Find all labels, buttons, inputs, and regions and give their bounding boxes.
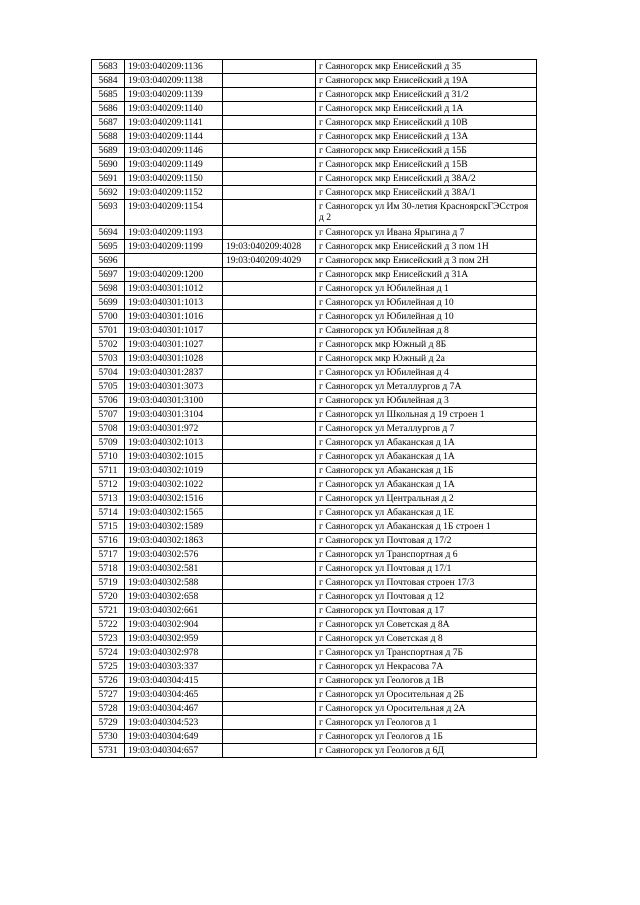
address-cell: г Саяногорск мкр Енисейский д 3 пом 2Н: [316, 254, 537, 268]
related-cadastral-number-cell: [223, 492, 316, 506]
cadastral-number-cell: 19:03:040209:1200: [125, 268, 223, 282]
related-cadastral-number-cell: 19:03:040209:4029: [223, 254, 316, 268]
table-row: [92, 646, 537, 660]
row-number-cell: 5726: [92, 674, 125, 688]
table-row: [92, 576, 537, 590]
table-row: [92, 296, 537, 310]
cadastral-number-cell: 19:03:040302:1019: [125, 464, 223, 478]
cadastral-number-cell: 19:03:040209:1139: [125, 88, 223, 102]
row-number-cell: 5704: [92, 366, 125, 380]
related-cadastral-number-cell: [223, 158, 316, 172]
row-number-cell: 5709: [92, 436, 125, 450]
related-cadastral-number-cell: [223, 102, 316, 116]
table-row: [92, 144, 537, 158]
related-cadastral-number-cell: [223, 352, 316, 366]
address-cell: г Саяногорск ул Школьная д 19 строен 1: [316, 408, 537, 422]
table-row: [92, 408, 537, 422]
cadastral-number-cell: 19:03:040302:588: [125, 576, 223, 590]
table-row: [92, 116, 537, 130]
row-number-cell: 5722: [92, 618, 125, 632]
row-number-cell: 5715: [92, 520, 125, 534]
cadastral-number-cell: 19:03:040301:1016: [125, 310, 223, 324]
table-row: [92, 60, 537, 74]
address-cell: г Саяногорск ул Геологов д 1: [316, 716, 537, 730]
row-number-cell: 5729: [92, 716, 125, 730]
table-row: [92, 744, 537, 758]
related-cadastral-number-cell: [223, 744, 316, 758]
address-cell: г Саяногорск ул Почтовая строен 17/3: [316, 576, 537, 590]
table-row: [92, 310, 537, 324]
address-cell: г Саяногорск мкр Южный д 2а: [316, 352, 537, 366]
cadastral-number-cell: 19:03:040302:1565: [125, 506, 223, 520]
cadastral-number-cell: 19:03:040209:1138: [125, 74, 223, 88]
row-number-cell: 5725: [92, 660, 125, 674]
row-number-cell: 5690: [92, 158, 125, 172]
row-number-cell: 5692: [92, 186, 125, 200]
cadastral-number-cell: 19:03:040209:1150: [125, 172, 223, 186]
row-number-cell: 5686: [92, 102, 125, 116]
cadastral-number-cell: 19:03:040302:1589: [125, 520, 223, 534]
table-row: [92, 130, 537, 144]
address-cell: г Саяногорск мкр Южный д 8Б: [316, 338, 537, 352]
address-cell: г Саяногорск мкр Енисейский д 35: [316, 60, 537, 74]
table-row: [92, 268, 537, 282]
table-row: [92, 618, 537, 632]
cadastral-number-cell: 19:03:040301:972: [125, 422, 223, 436]
table-row: [92, 158, 537, 172]
address-cell: г Саяногорск ул Абаканская д 1А: [316, 478, 537, 492]
related-cadastral-number-cell: [223, 618, 316, 632]
address-cell: г Саяногорск ул Абаканская д 1А: [316, 436, 537, 450]
row-number-cell: 5695: [92, 240, 125, 254]
row-number-cell: 5706: [92, 394, 125, 408]
address-cell: г Саяногорск ул Абаканская д 1Б строен 1: [316, 520, 537, 534]
related-cadastral-number-cell: [223, 576, 316, 590]
related-cadastral-number-cell: [223, 562, 316, 576]
address-cell: г Саяногорск ул Геологов д 1В: [316, 674, 537, 688]
row-number-cell: 5693: [92, 200, 125, 226]
row-number-cell: 5713: [92, 492, 125, 506]
address-cell: г Саяногорск ул Юбилейная д 10: [316, 296, 537, 310]
cadastral-number-cell: 19:03:040301:2837: [125, 366, 223, 380]
related-cadastral-number-cell: [223, 702, 316, 716]
row-number-cell: 5698: [92, 282, 125, 296]
table-row: [92, 282, 537, 296]
table-row: [92, 338, 537, 352]
related-cadastral-number-cell: [223, 268, 316, 282]
cadastral-number-cell: 19:03:040209:1136: [125, 60, 223, 74]
cadastral-number-cell: 19:03:040302:978: [125, 646, 223, 660]
row-number-cell: 5705: [92, 380, 125, 394]
table-row: [92, 688, 537, 702]
address-cell: г Саяногорск ул Советская д 8: [316, 632, 537, 646]
table-row: [92, 366, 537, 380]
related-cadastral-number-cell: [223, 200, 316, 226]
cadastral-number-cell: 19:03:040301:1027: [125, 338, 223, 352]
row-number-cell: 5697: [92, 268, 125, 282]
address-cell: г Саяногорск ул Юбилейная д 1: [316, 282, 537, 296]
cadastral-number-cell: 19:03:040304:657: [125, 744, 223, 758]
table-row: [92, 702, 537, 716]
related-cadastral-number-cell: [223, 324, 316, 338]
related-cadastral-number-cell: [223, 422, 316, 436]
table-row: [92, 730, 537, 744]
related-cadastral-number-cell: [223, 464, 316, 478]
cadastral-number-cell: 19:03:040304:467: [125, 702, 223, 716]
related-cadastral-number-cell: [223, 716, 316, 730]
row-number-cell: 5696: [92, 254, 125, 268]
row-number-cell: 5712: [92, 478, 125, 492]
cadastral-number-cell: 19:03:040302:658: [125, 590, 223, 604]
row-number-cell: 5684: [92, 74, 125, 88]
address-cell: г Саяногорск мкр Енисейский д 31А: [316, 268, 537, 282]
cadastral-number-cell: 19:03:040304:523: [125, 716, 223, 730]
row-number-cell: 5728: [92, 702, 125, 716]
related-cadastral-number-cell: [223, 282, 316, 296]
row-number-cell: 5687: [92, 116, 125, 130]
address-cell: г Саяногорск мкр Енисейский д 10В: [316, 116, 537, 130]
row-number-cell: 5719: [92, 576, 125, 590]
address-cell: г Саяногорск мкр Енисейский д 31/2: [316, 88, 537, 102]
related-cadastral-number-cell: [223, 450, 316, 464]
related-cadastral-number-cell: [223, 60, 316, 74]
address-cell: г Саяногорск ул Советская д 8А: [316, 618, 537, 632]
row-number-cell: 5688: [92, 130, 125, 144]
address-cell: г Саяногорск ул Центральная д 2: [316, 492, 537, 506]
row-number-cell: 5689: [92, 144, 125, 158]
address-cell: г Саяногорск ул Им 30-летия КрасноярскГЭСстроя д 2: [316, 200, 537, 226]
address-cell: г Саяногорск ул Абаканская д 1А: [316, 450, 537, 464]
cadastral-number-cell: 19:03:040304:649: [125, 730, 223, 744]
address-cell: г Саяногорск ул Абаканская д 1Б: [316, 464, 537, 478]
table-row: [92, 200, 537, 226]
related-cadastral-number-cell: [223, 548, 316, 562]
table-row: [92, 226, 537, 240]
related-cadastral-number-cell: [223, 506, 316, 520]
cadastral-number-cell: 19:03:040301:3100: [125, 394, 223, 408]
address-cell: г Саяногорск мкр Енисейский д 19А: [316, 74, 537, 88]
cadastral-number-cell: 19:03:040302:661: [125, 604, 223, 618]
related-cadastral-number-cell: [223, 688, 316, 702]
cadastral-number-cell: 19:03:040302:1015: [125, 450, 223, 464]
address-cell: г Саяногорск ул Некрасова 7А: [316, 660, 537, 674]
row-number-cell: 5721: [92, 604, 125, 618]
related-cadastral-number-cell: [223, 144, 316, 158]
table-row: [92, 562, 537, 576]
related-cadastral-number-cell: [223, 408, 316, 422]
row-number-cell: 5720: [92, 590, 125, 604]
row-number-cell: 5718: [92, 562, 125, 576]
row-number-cell: 5699: [92, 296, 125, 310]
table-row: [92, 88, 537, 102]
address-cell: г Саяногорск ул Почтовая д 17/1: [316, 562, 537, 576]
table-row: [92, 394, 537, 408]
cadastral-number-cell: 19:03:040302:576: [125, 548, 223, 562]
address-cell: г Саяногорск ул Ивана Ярыгина д 7: [316, 226, 537, 240]
address-cell: г Саяногорск мкр Енисейский д 3 пом 1Н: [316, 240, 537, 254]
cadastral-number-cell: 19:03:040302:1013: [125, 436, 223, 450]
related-cadastral-number-cell: [223, 366, 316, 380]
related-cadastral-number-cell: [223, 74, 316, 88]
related-cadastral-number-cell: [223, 674, 316, 688]
related-cadastral-number-cell: [223, 590, 316, 604]
related-cadastral-number-cell: 19:03:040209:4028: [223, 240, 316, 254]
cadastral-number-cell: 19:03:040301:1013: [125, 296, 223, 310]
address-cell: г Саяногорск ул Юбилейная д 10: [316, 310, 537, 324]
row-number-cell: 5731: [92, 744, 125, 758]
cadastral-number-cell: 19:03:040209:1193: [125, 226, 223, 240]
related-cadastral-number-cell: [223, 88, 316, 102]
row-number-cell: 5730: [92, 730, 125, 744]
table-row: [92, 520, 537, 534]
table-row: [92, 534, 537, 548]
related-cadastral-number-cell: [223, 660, 316, 674]
address-cell: г Саяногорск ул Почтовая д 12: [316, 590, 537, 604]
related-cadastral-number-cell: [223, 394, 316, 408]
table-row: [92, 102, 537, 116]
address-cell: г Саяногорск ул Почтовая д 17: [316, 604, 537, 618]
row-number-cell: 5700: [92, 310, 125, 324]
related-cadastral-number-cell: [223, 338, 316, 352]
cadastral-number-cell: 19:03:040209:1199: [125, 240, 223, 254]
row-number-cell: 5710: [92, 450, 125, 464]
row-number-cell: 5716: [92, 534, 125, 548]
property-table: [91, 59, 537, 758]
table-row: [92, 492, 537, 506]
row-number-cell: 5694: [92, 226, 125, 240]
cadastral-number-cell: 19:03:040209:1154: [125, 200, 223, 226]
related-cadastral-number-cell: [223, 130, 316, 144]
related-cadastral-number-cell: [223, 296, 316, 310]
table-row: [92, 172, 537, 186]
address-cell: г Саяногорск ул Почтовая д 17/2: [316, 534, 537, 548]
related-cadastral-number-cell: [223, 226, 316, 240]
related-cadastral-number-cell: [223, 478, 316, 492]
cadastral-number-cell: 19:03:040303:337: [125, 660, 223, 674]
cadastral-number-cell: 19:03:040301:3104: [125, 408, 223, 422]
cadastral-number-cell: 19:03:040301:1012: [125, 282, 223, 296]
row-number-cell: 5717: [92, 548, 125, 562]
address-cell: г Саяногорск ул Геологов д 1Б: [316, 730, 537, 744]
cadastral-number-cell: 19:03:040301:1017: [125, 324, 223, 338]
address-cell: г Саяногорск ул Оросительная д 2А: [316, 702, 537, 716]
address-cell: г Саяногорск ул Геологов д 6Д: [316, 744, 537, 758]
related-cadastral-number-cell: [223, 116, 316, 130]
row-number-cell: 5714: [92, 506, 125, 520]
related-cadastral-number-cell: [223, 436, 316, 450]
table-row: [92, 548, 537, 562]
related-cadastral-number-cell: [223, 604, 316, 618]
cadastral-number-cell: 19:03:040302:904: [125, 618, 223, 632]
table-body: [92, 60, 537, 758]
cadastral-number-cell: 19:03:040209:1140: [125, 102, 223, 116]
address-cell: г Саяногорск мкр Енисейский д 13А: [316, 130, 537, 144]
row-number-cell: 5683: [92, 60, 125, 74]
related-cadastral-number-cell: [223, 534, 316, 548]
table-row: [92, 632, 537, 646]
row-number-cell: 5703: [92, 352, 125, 366]
cadastral-number-cell: 19:03:040209:1149: [125, 158, 223, 172]
row-number-cell: 5724: [92, 646, 125, 660]
cadastral-number-cell: [125, 254, 223, 268]
related-cadastral-number-cell: [223, 520, 316, 534]
related-cadastral-number-cell: [223, 310, 316, 324]
cadastral-number-cell: 19:03:040302:1863: [125, 534, 223, 548]
table-row: [92, 254, 537, 268]
table-row: [92, 660, 537, 674]
address-cell: г Саяногорск мкр Енисейский д 1А: [316, 102, 537, 116]
cadastral-number-cell: 19:03:040209:1141: [125, 116, 223, 130]
table-row: [92, 352, 537, 366]
row-number-cell: 5711: [92, 464, 125, 478]
cadastral-number-cell: 19:03:040302:581: [125, 562, 223, 576]
table-row: [92, 74, 537, 88]
cadastral-number-cell: 19:03:040304:415: [125, 674, 223, 688]
row-number-cell: 5727: [92, 688, 125, 702]
related-cadastral-number-cell: [223, 380, 316, 394]
table-row: [92, 380, 537, 394]
address-cell: г Саяногорск мкр Енисейский д 15Б: [316, 144, 537, 158]
row-number-cell: 5723: [92, 632, 125, 646]
row-number-cell: 5707: [92, 408, 125, 422]
table-row: [92, 674, 537, 688]
cadastral-number-cell: 19:03:040302:959: [125, 632, 223, 646]
address-cell: г Саяногорск ул Оросительная д 2Б: [316, 688, 537, 702]
row-number-cell: 5708: [92, 422, 125, 436]
related-cadastral-number-cell: [223, 172, 316, 186]
address-cell: г Саяногорск мкр Енисейский д 38А/2: [316, 172, 537, 186]
cadastral-number-cell: 19:03:040209:1146: [125, 144, 223, 158]
table-row: [92, 464, 537, 478]
address-cell: г Саяногорск ул Транспортная д 7Б: [316, 646, 537, 660]
table-row: [92, 422, 537, 436]
table-row: [92, 324, 537, 338]
row-number-cell: 5691: [92, 172, 125, 186]
cadastral-number-cell: 19:03:040302:1022: [125, 478, 223, 492]
related-cadastral-number-cell: [223, 186, 316, 200]
address-cell: г Саяногорск ул Юбилейная д 8: [316, 324, 537, 338]
address-cell: г Саяногорск мкр Енисейский д 15В: [316, 158, 537, 172]
table-row: [92, 450, 537, 464]
table-row: [92, 240, 537, 254]
cadastral-number-cell: 19:03:040304:465: [125, 688, 223, 702]
related-cadastral-number-cell: [223, 632, 316, 646]
address-cell: г Саяногорск ул Транспортная д 6: [316, 548, 537, 562]
cadastral-number-cell: 19:03:040301:3073: [125, 380, 223, 394]
address-cell: г Саяногорск ул Абаканская д 1Е: [316, 506, 537, 520]
row-number-cell: 5701: [92, 324, 125, 338]
address-cell: г Саяногорск ул Юбилейная д 3: [316, 394, 537, 408]
address-cell: г Саяногорск ул Металлургов д 7: [316, 422, 537, 436]
cadastral-number-cell: 19:03:040302:1516: [125, 492, 223, 506]
address-cell: г Саяногорск мкр Енисейский д 38А/1: [316, 186, 537, 200]
table-row: [92, 186, 537, 200]
table-row: [92, 590, 537, 604]
table-row: [92, 478, 537, 492]
address-cell: г Саяногорск ул Металлургов д 7А: [316, 380, 537, 394]
cadastral-number-cell: 19:03:040209:1144: [125, 130, 223, 144]
row-number-cell: 5702: [92, 338, 125, 352]
table-row: [92, 716, 537, 730]
cadastral-number-cell: 19:03:040301:1028: [125, 352, 223, 366]
row-number-cell: 5685: [92, 88, 125, 102]
table-row: [92, 604, 537, 618]
table-row: [92, 436, 537, 450]
related-cadastral-number-cell: [223, 730, 316, 744]
address-cell: г Саяногорск ул Юбилейная д 4: [316, 366, 537, 380]
related-cadastral-number-cell: [223, 646, 316, 660]
cadastral-number-cell: 19:03:040209:1152: [125, 186, 223, 200]
table-row: [92, 506, 537, 520]
